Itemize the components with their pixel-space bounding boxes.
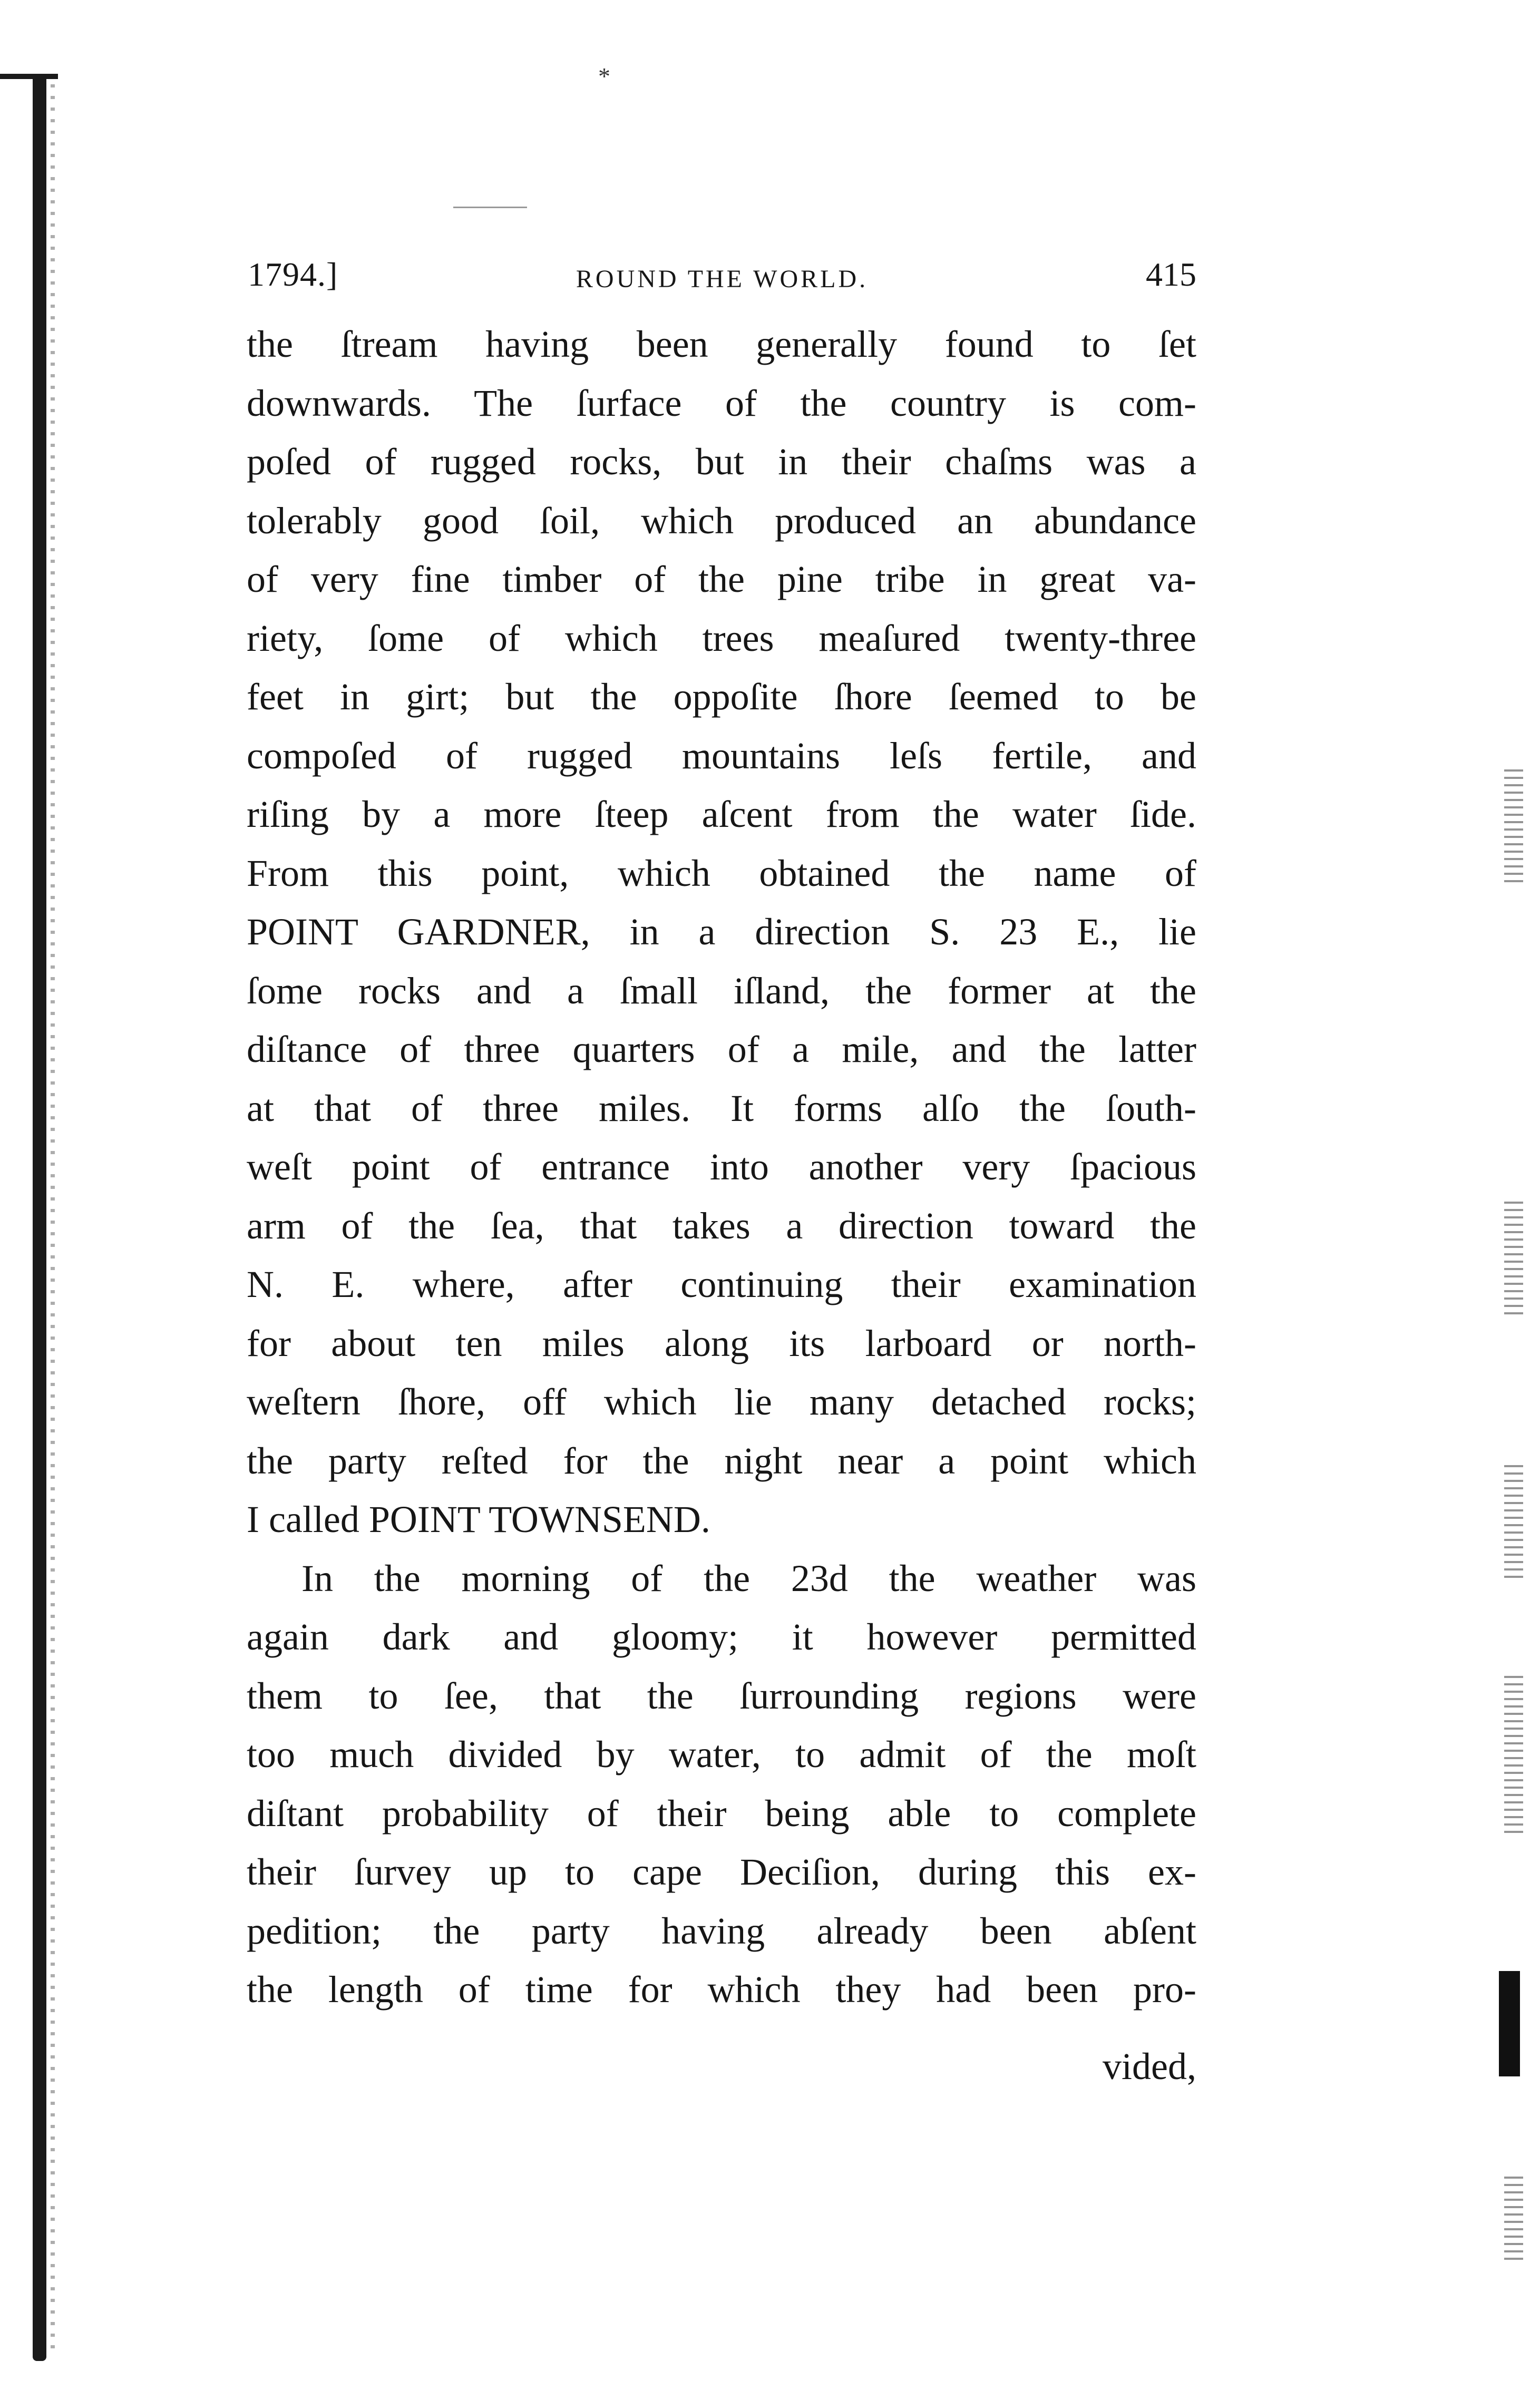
faint-rule	[453, 207, 527, 208]
text-line-paragraph-end: I called POINT TOWNSEND.	[247, 1498, 710, 1540]
text-line: diſtance of three quarters of a mile, and the latter	[247, 1028, 1196, 1070]
page-number: 415	[1146, 256, 1196, 293]
speckle-mark	[1504, 2177, 1523, 2261]
speckle-mark	[1504, 769, 1523, 885]
running-head	[248, 255, 1196, 303]
text-line: them to ſee, that the ſurrounding regions were	[247, 1674, 1196, 1717]
text-line: the party reſted for the night near a point which	[247, 1439, 1196, 1482]
text-line: for about ten miles along its larboard or north-	[247, 1322, 1196, 1364]
text-line: tolerably good ſoil, which produced an abundance	[247, 499, 1196, 542]
speckle-block	[1499, 1971, 1520, 2076]
running-head-title: ROUND THE WORLD.	[576, 265, 869, 293]
text-line: too much divided by water, to admit of the moſt	[247, 1733, 1196, 1775]
text-line: poſed of rugged rocks, but in their chaſms was a	[247, 441, 1196, 483]
text-line: riety, ſome of which trees meaſured twenty-three	[247, 617, 1196, 659]
speckle-mark	[1504, 1202, 1523, 1318]
printer-mark-icon: *	[598, 63, 610, 90]
speckle-mark	[1504, 1465, 1523, 1581]
binding-shadow	[51, 84, 55, 2350]
text-line: the ſtream having been generally found to ſet	[247, 323, 1196, 365]
catchword: vided,	[1103, 2045, 1196, 2087]
text-line: their ſurvey up to cape Deciſion, during this ex-	[247, 1851, 1196, 1893]
text-line: feet in girt; but the oppoſite ſhore ſeemed to be	[247, 676, 1196, 718]
text-line: diſtant probability of their being able to complete	[247, 1792, 1196, 1835]
text-line: again dark and gloomy; it however permitted	[247, 1616, 1196, 1658]
text-line: N. E. where, after continuing their examination	[247, 1263, 1196, 1305]
text-line-paragraph-start: In the morning of the 23d the weather was	[301, 1557, 1196, 1599]
binding-edge-top	[0, 74, 58, 79]
text-line: weſt point of entrance into another very ſpacious	[247, 1146, 1196, 1188]
right-gutter-speckle	[1434, 95, 1528, 2361]
text-line: at that of three miles. It forms alſo the ſouth-	[247, 1087, 1196, 1129]
running-head-year: 1794.]	[248, 256, 338, 293]
text-line: arm of the ſea, that takes a direction toward the	[247, 1204, 1196, 1247]
binding-edge	[33, 74, 46, 2361]
text-line: ſome rocks and a ſmall iſland, the former at the	[247, 969, 1196, 1012]
text-line: pedition; the party having already been abſent	[247, 1909, 1196, 1952]
text-line: of very fine timber of the pine tribe in great va-	[247, 558, 1196, 600]
text-line: the length of time for which they had been pro-	[247, 1968, 1196, 2011]
speckle-mark	[1504, 1676, 1523, 1834]
body-text	[247, 315, 1196, 2019]
text-line: riſing by a more ſteep aſcent from the water ſide.	[247, 793, 1196, 835]
text-line: POINT GARDNER, in a direction S. 23 E., lie	[247, 911, 1196, 953]
text-line: From this point, which obtained the name of	[247, 852, 1196, 894]
text-line: downwards. The ſurface of the country is com-	[247, 382, 1196, 424]
text-line: compoſed of rugged mountains leſs fertile, and	[247, 734, 1196, 777]
text-line: weſtern ſhore, off which lie many detached rocks;	[247, 1381, 1196, 1423]
